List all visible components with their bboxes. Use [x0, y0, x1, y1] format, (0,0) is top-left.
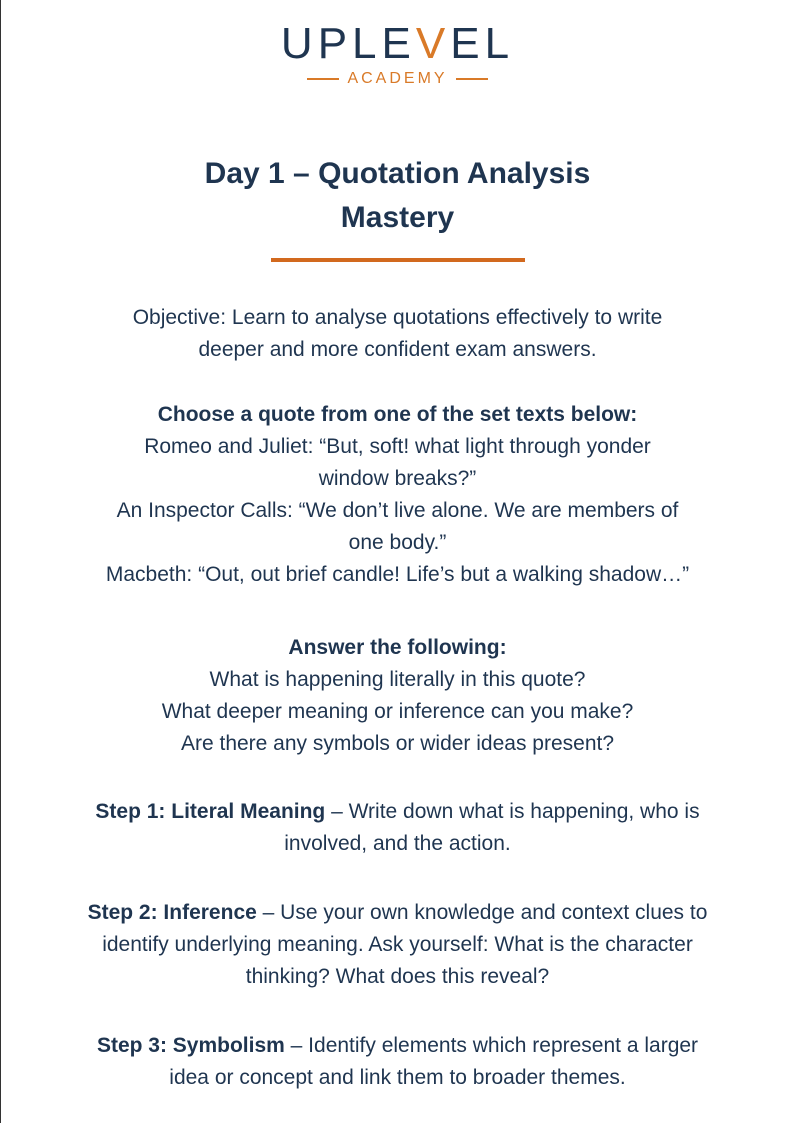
step-2-label: Step 2: Inference [87, 901, 257, 924]
step-2 [20, 897, 775, 993]
quote-line: window breaks?” [318, 467, 477, 490]
step-1-line-1 [20, 796, 775, 828]
logo-word-left: UPLE [280, 19, 416, 68]
quote-section [20, 399, 775, 591]
quote-line: An Inspector Calls: “We don’t live alone. We are members of [116, 499, 679, 522]
questions-heading: Answer the following: [288, 636, 507, 659]
title-underline [271, 258, 525, 262]
question-line: Are there any symbols or wider ideas present? [180, 732, 615, 755]
page-title [0, 152, 795, 240]
question-line: What deeper meaning or inference can you make? [161, 700, 634, 723]
step-1-label: Step 1: Literal Meaning [95, 800, 326, 823]
objective-line-2: deeper and more confident exam answers. [198, 338, 597, 361]
logo-dash-right [456, 78, 488, 80]
logo-subtitle [0, 70, 795, 88]
step-2-line-3: thinking? What does this reveal? [245, 965, 550, 988]
step-2-text: – Use your own knowledge and context clues to [256, 901, 708, 924]
quote-heading: Choose a quote from one of the set texts below: [157, 403, 638, 426]
logo-word-right: EL [450, 19, 515, 68]
page-title-line-1: Day 1 – Quotation Analysis [204, 157, 591, 190]
logo-v-mark: V [415, 19, 451, 68]
objective [20, 302, 775, 366]
step-2-line-1 [20, 897, 775, 929]
step-3 [20, 1030, 775, 1094]
step-3-line-2: idea or concept and link them to broader themes. [169, 1066, 626, 1089]
quote-line: Romeo and Juliet: “But, soft! what light through yonder [144, 435, 651, 458]
questions-section [20, 632, 775, 760]
step-1 [20, 796, 775, 860]
quote-line: one body.” [348, 531, 447, 554]
page-title-line-2: Mastery [340, 201, 455, 234]
step-3-line-1 [20, 1030, 775, 1062]
logo-wordmark [280, 19, 515, 68]
question-line: What is happening literally in this quote? [209, 668, 586, 691]
logo-dash-left [307, 78, 339, 80]
step-3-label: Step 3: Symbolism [96, 1034, 285, 1057]
step-1-line-2: involved, and the action. [284, 832, 511, 855]
logo-sub-text: ACADEMY [347, 70, 448, 87]
quote-line: Macbeth: “Out, out brief candle! Life’s but a walking shadow…” [105, 563, 690, 586]
objective-line-1: Objective: Learn to analyse quotations effectively to write [132, 306, 663, 329]
uplevel-academy-logo [0, 19, 795, 88]
step-3-text: – Identify elements which represent a larger [284, 1034, 699, 1057]
step-1-text: – Write down what is happening, who is [325, 800, 700, 823]
step-2-line-2: identify underlying meaning. Ask yourself: What is the character [102, 933, 693, 956]
